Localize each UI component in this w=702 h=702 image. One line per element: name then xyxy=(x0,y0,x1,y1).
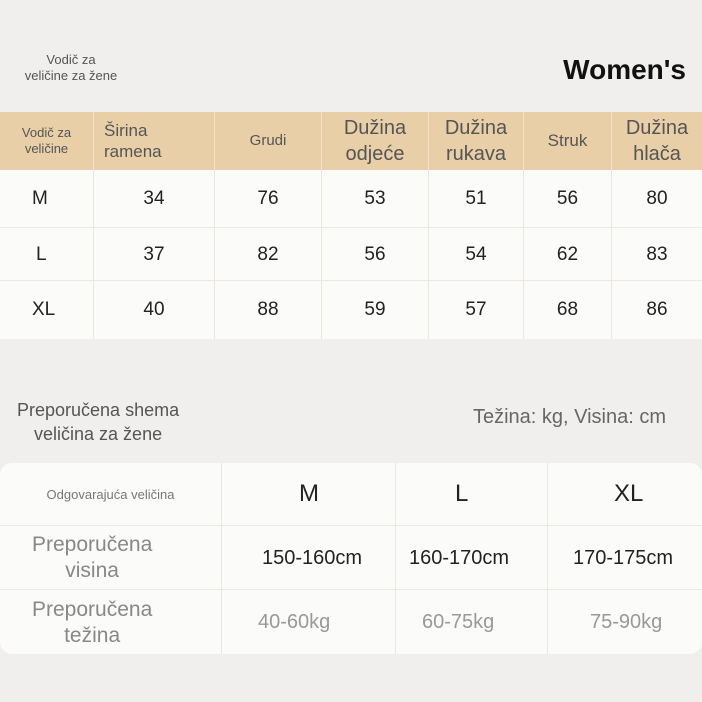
value-cell: 51 xyxy=(428,170,523,227)
guide-label xyxy=(0,52,142,84)
recommended-weight-row xyxy=(0,589,702,654)
size-table xyxy=(0,112,702,338)
value-cell: 56 xyxy=(321,228,428,281)
size-cell: XL xyxy=(547,463,702,525)
value-cell: 57 xyxy=(428,281,523,339)
recommendation-title xyxy=(17,398,179,446)
value-cell: 59 xyxy=(321,281,428,339)
header-cell: Dužina hlača xyxy=(611,112,702,170)
recommendation-header-row xyxy=(0,463,702,525)
size-cell: XL xyxy=(32,299,56,320)
value-cell: 62 xyxy=(523,228,611,281)
page-title: Women's xyxy=(563,54,686,85)
size-cell: L xyxy=(36,243,47,265)
header-cell: Dužina rukava xyxy=(428,112,523,170)
guide-label-line2: veličine za žene xyxy=(24,68,118,83)
header-cell: Struk xyxy=(523,112,611,170)
header-cell: Vodič za veličine xyxy=(21,125,72,156)
value-cell: 54 xyxy=(428,228,523,281)
header-cell: Dužina odjeće xyxy=(321,112,428,170)
height-value: 160-170cm xyxy=(395,526,547,590)
header-cell: Širina ramena xyxy=(93,112,214,170)
recommendation-table xyxy=(0,463,702,654)
weight-label: Preporučena težina xyxy=(32,597,153,647)
value-cell: 88 xyxy=(214,281,321,339)
table-row xyxy=(0,170,702,227)
weight-value: 60-75kg xyxy=(395,590,547,654)
value-cell: 40 xyxy=(93,281,214,339)
matching-size-label: Odgovarajuća veličina xyxy=(46,486,175,502)
value-cell: 82 xyxy=(214,228,321,281)
recommendation-title-line2: veličina za žene xyxy=(34,424,163,444)
header-cell: Grudi xyxy=(214,112,321,170)
weight-value: 75-90kg xyxy=(547,590,702,654)
value-cell: 76 xyxy=(214,170,321,227)
recommended-height-row xyxy=(0,525,702,590)
value-cell: 83 xyxy=(611,228,702,281)
height-value: 170-175cm xyxy=(547,526,702,590)
value-cell: 56 xyxy=(523,170,611,227)
value-cell: 53 xyxy=(321,170,428,227)
value-cell: 34 xyxy=(93,170,214,227)
value-cell: 37 xyxy=(93,228,214,281)
weight-value: 40-60kg xyxy=(221,590,395,654)
size-cell: M xyxy=(32,187,48,209)
units-note: Težina: kg, Visina: cm xyxy=(472,406,666,428)
height-label: Preporučena visina xyxy=(32,533,153,582)
size-cell: L xyxy=(395,463,547,525)
value-cell: 68 xyxy=(523,281,611,339)
table-row xyxy=(0,280,702,339)
value-cell: 86 xyxy=(611,281,702,339)
height-value: 150-160cm xyxy=(221,526,395,590)
size-cell: M xyxy=(221,463,395,525)
table-row xyxy=(0,227,702,281)
guide-label-line1: Vodič za xyxy=(46,52,96,67)
recommendation-title-line1: Preporučena shema xyxy=(17,400,180,420)
size-table-header xyxy=(0,112,702,170)
value-cell: 80 xyxy=(611,170,702,227)
